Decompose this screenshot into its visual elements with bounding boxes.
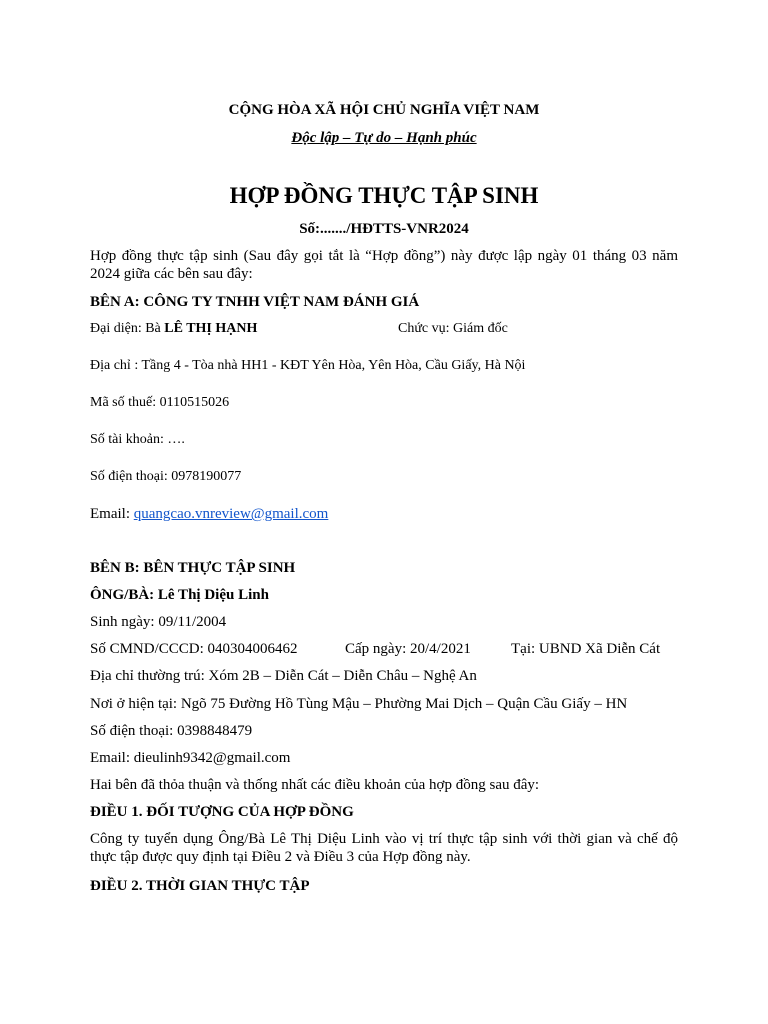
party-a-address: Địa chỉ : Tầng 4 - Tòa nhà HH1 - KĐT Yên Hòa, Yên Hòa, Cầu Giấy, Hà Nội [90, 358, 526, 373]
article-1-body: Công ty tuyển dụng Ông/Bà Lê Thị Diệu Linh vào vị trí thực tập sinh với thời gian và chế độ thực tập được quy định tại Điều 2 và Điều 3 của Hợp đồng này. [90, 831, 678, 865]
party-b-heading: BÊN B: BÊN THỰC TẬP SINH [90, 560, 296, 576]
article-2-heading: ĐIỀU 2. THỜI GIAN THỰC TẬP [90, 878, 310, 894]
party-a-position: Chức vụ: Giám đốc [398, 321, 508, 336]
party-a-email [90, 505, 328, 523]
intro-paragraph: Hợp đồng thực tập sinh (Sau đây gọi tắt là “Hợp đồng”) này được lập ngày 01 tháng 03 năm 2024 giữa các bên sau đây: [90, 248, 678, 282]
party-a-tax-code: Mã số thuế: 0110515026 [90, 395, 230, 410]
nation-header: CỘNG HÒA XÃ HỘI CHỦ NGHĨA VIỆT NAM [228, 102, 540, 118]
party-b-issue-place: Tại: UBND Xã Diễn Cát [511, 641, 661, 657]
party-b-permanent-address: Địa chỉ thường trú: Xóm 2B – Diễn Cát – Diễn Châu – Nghệ An [90, 668, 477, 684]
party-a-phone: Số điện thoại: 0978190077 [90, 469, 242, 484]
party-b-current-address: Nơi ở hiện tại: Ngõ 75 Đường Hồ Tùng Mậu – Phường Mai Dịch – Quận Cầu Giấy – HN [90, 696, 628, 712]
document-title: HỢP ĐỒNG THỰC TẬP SINH [229, 183, 539, 208]
party-a-heading: BÊN A: CÔNG TY TNHH VIỆT NAM ĐÁNH GIÁ [90, 294, 420, 310]
party-b-phone: Số điện thoại: 0398848479 [90, 723, 253, 739]
party-b-id: Số CMND/CCCD: 040304006462 [90, 641, 298, 657]
party-b-dob: Sinh ngày: 09/11/2004 [90, 614, 227, 630]
party-b-name: ÔNG/BÀ: Lê Thị Diệu Linh [90, 587, 269, 603]
representative-label: Đại diện: Bà [90, 321, 165, 336]
party-a-email-link[interactable]: quangcao.vnreview@gmail.com [133, 506, 329, 522]
party-b-issue-date: Cấp ngày: 20/4/2021 [345, 641, 471, 657]
contract-number: Số:......./HĐTTS-VNR2024 [299, 221, 469, 237]
party-b-email: Email: dieulinh9342@gmail.com [90, 750, 291, 766]
party-a-representative [90, 320, 257, 338]
email-label: Email: [90, 506, 134, 522]
representative-name: LÊ THỊ HẠNH [164, 321, 258, 336]
agreement-line: Hai bên đã thỏa thuận và thống nhất các điều khoản của hợp đồng sau đây: [90, 777, 540, 793]
motto: Độc lập – Tự do – Hạnh phúc [291, 130, 477, 146]
party-a-bank-account: Số tài khoản: …. [90, 432, 185, 447]
article-1-heading: ĐIỀU 1. ĐỐI TƯỢNG CỦA HỢP ĐỒNG [90, 804, 354, 820]
